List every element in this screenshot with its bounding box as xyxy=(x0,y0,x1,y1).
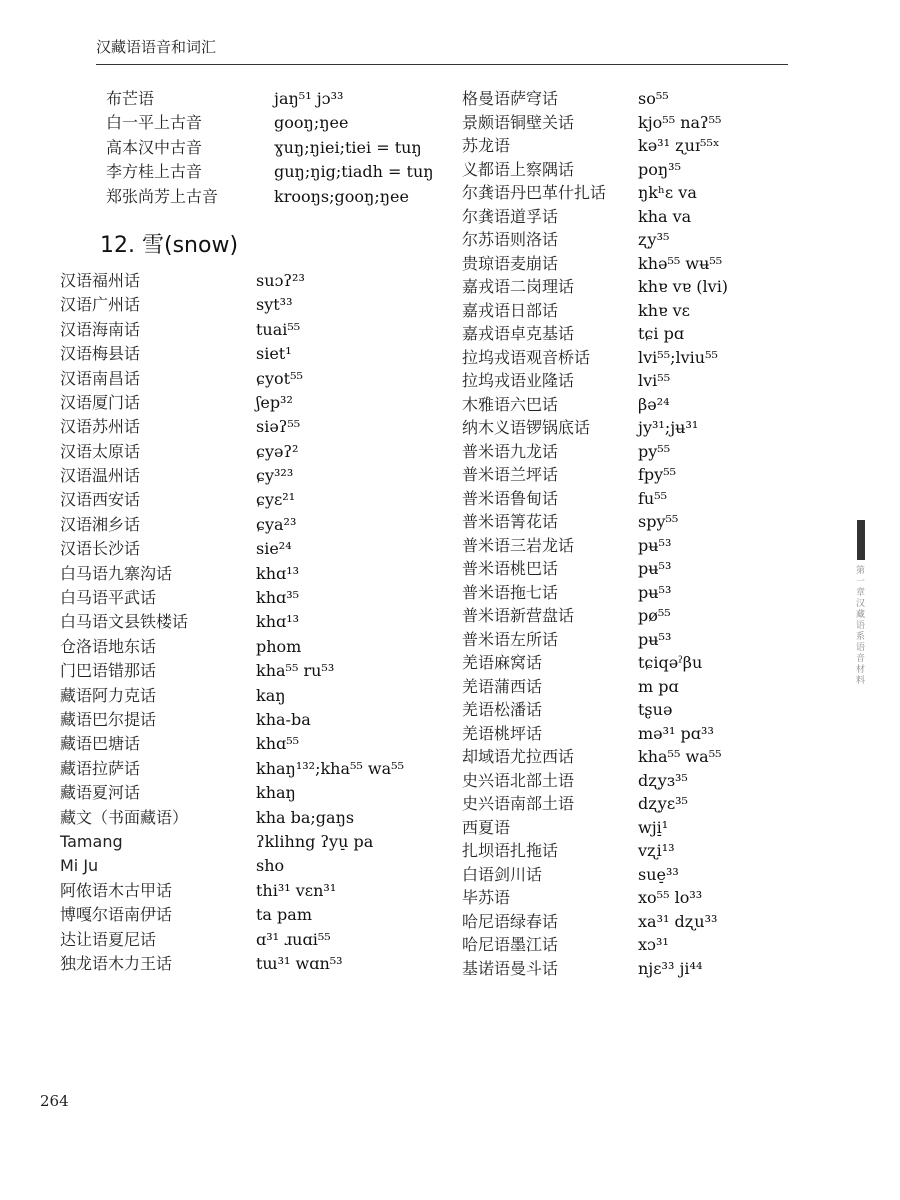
word-form: khɑ⁵⁵ xyxy=(256,734,300,754)
entry-row xyxy=(462,370,792,394)
language-name: 苏龙语 xyxy=(462,136,511,155)
language-name: 普米语桃巴话 xyxy=(462,559,559,578)
entry-row xyxy=(462,441,792,465)
entry-row xyxy=(462,770,792,794)
entry-row xyxy=(462,535,792,559)
entry-row xyxy=(60,929,450,953)
word-form: siet¹ xyxy=(256,344,292,364)
language-name: 藏语拉萨话 xyxy=(60,758,141,778)
language-name: 高本汉中古音 xyxy=(106,137,203,157)
word-form: thi³¹ vɛn³¹ xyxy=(256,880,337,900)
entry-row xyxy=(60,611,450,635)
language-name: 独龙语木力王话 xyxy=(60,953,173,973)
language-name: 拉坞戎语业隆话 xyxy=(462,371,575,390)
language-name: 普米语拖七话 xyxy=(462,582,559,602)
header-rule xyxy=(96,64,788,65)
entry-row xyxy=(462,253,792,277)
entry-row xyxy=(60,319,450,343)
entry-row xyxy=(60,538,450,562)
entry-row xyxy=(60,953,450,977)
edge-thumb-mark xyxy=(857,520,865,560)
language-name: 汉语苏州话 xyxy=(60,417,141,437)
language-name: 藏语夏河话 xyxy=(60,783,141,803)
word-form: py⁵⁵ xyxy=(638,441,671,461)
entry-row xyxy=(462,699,792,723)
word-form: sie²⁴ xyxy=(256,539,292,559)
entry-row xyxy=(60,709,450,733)
word-form: poŋ³⁵ xyxy=(638,159,682,179)
language-name: 尔龚语丹巴革什扎话 xyxy=(462,183,607,202)
language-name: 普米语新营盘话 xyxy=(462,606,575,625)
word-form: pʉ⁵³ xyxy=(638,582,672,602)
language-name: 汉语温州话 xyxy=(60,466,141,486)
word-form: kha ba;gaŋs xyxy=(256,807,355,827)
word-form: khə⁵⁵ wʉ⁵⁵ xyxy=(638,253,723,273)
language-name: 义都语上察隅话 xyxy=(462,159,575,179)
language-name: 普米语鲁甸话 xyxy=(462,488,559,508)
language-name: 嘉戎语二岗理话 xyxy=(462,277,575,296)
edge-thumb-text: 第一章 汉藏语系语音材料 xyxy=(856,566,866,686)
entry-row xyxy=(60,270,450,294)
language-name: 白马语文县铁楼话 xyxy=(60,612,189,632)
word-form: tʂuə xyxy=(638,700,673,719)
entry-row xyxy=(60,465,450,489)
language-name: 汉语南昌话 xyxy=(60,368,141,388)
entry-row xyxy=(60,343,450,367)
word-form: so⁵⁵ xyxy=(638,89,669,108)
word-form: jy³¹;jʉ³¹ xyxy=(638,418,699,437)
word-form: kha-ba xyxy=(256,709,311,729)
entry-row xyxy=(60,161,450,185)
language-name: 白语剑川话 xyxy=(462,864,543,884)
entry-row xyxy=(60,587,450,611)
entry-row xyxy=(462,488,792,512)
language-name: 汉语湘乡话 xyxy=(60,514,141,534)
word-form: khɑ³⁵ xyxy=(256,588,300,608)
word-form: kha va xyxy=(638,206,692,226)
entry-row xyxy=(462,558,792,582)
entry-row xyxy=(60,137,450,161)
language-name: 布芒语 xyxy=(106,89,155,108)
word-form: njɛ³³ ji⁴⁴ xyxy=(638,958,703,978)
word-form: pø⁵⁵ xyxy=(638,606,671,625)
entry-row xyxy=(462,793,792,817)
entry-row xyxy=(60,904,450,928)
entry-row xyxy=(462,934,792,958)
word-form: sho xyxy=(256,856,285,876)
entry-row xyxy=(60,392,450,416)
entry-row xyxy=(60,88,450,112)
entry-row xyxy=(60,660,450,684)
word-form: ɣuŋ;ŋiei;tiei = tuŋ xyxy=(274,137,422,157)
language-name: 阿侬语木古甲话 xyxy=(60,880,173,900)
running-head: 汉藏语语音和词汇 xyxy=(96,38,217,56)
word-form: sue̠³³ xyxy=(638,864,679,884)
word-form: tɕiqəˀβu xyxy=(638,653,703,672)
entry-row xyxy=(60,831,450,855)
section-gap xyxy=(60,210,450,222)
language-name: 汉语广州话 xyxy=(60,295,141,315)
word-form: xɔ³¹ xyxy=(638,935,669,954)
language-name: 白一平上古音 xyxy=(106,113,203,133)
word-form: xo⁵⁵ lo³³ xyxy=(638,888,703,907)
language-name: Mi Ju xyxy=(60,856,99,876)
section-title: 雪(snow) xyxy=(142,232,239,258)
entry-row xyxy=(60,880,450,904)
language-name: 郑张尚芳上古音 xyxy=(106,186,219,206)
language-name: 嘉戎语卓克基话 xyxy=(462,324,575,343)
word-form: ʃep³² xyxy=(256,392,293,412)
language-name: 木雅语六巴话 xyxy=(462,394,559,414)
word-form: ɕya²³ xyxy=(256,514,297,534)
word-form: krooŋs;gooŋ;ŋee xyxy=(274,186,409,206)
language-name: 羌语蒲西话 xyxy=(462,676,543,696)
page-number: 264 xyxy=(40,1092,69,1110)
entry-row xyxy=(462,887,792,911)
word-form: phom xyxy=(256,636,302,656)
top-entry-list xyxy=(60,88,450,210)
language-name: 汉语厦门话 xyxy=(60,392,141,412)
entry-row xyxy=(60,186,450,210)
word-form: dʐyɜ³⁵ xyxy=(638,770,688,790)
left-column xyxy=(60,88,450,977)
word-form: ɕy³²³ xyxy=(256,466,294,486)
word-form: ɕyəʔ² xyxy=(256,441,299,461)
word-form: suɔʔ²³ xyxy=(256,270,305,290)
entry-row xyxy=(462,159,792,183)
language-name: 汉语梅县话 xyxy=(60,344,141,364)
word-form: kjo⁵⁵ naʔ⁵⁵ xyxy=(638,112,722,132)
language-name: 普米语九龙话 xyxy=(462,441,559,461)
word-form: khaŋ¹³²;kha⁵⁵ wa⁵⁵ xyxy=(256,758,404,778)
language-name: 景颇语铜壁关话 xyxy=(462,112,575,132)
language-name: 门巴语错那话 xyxy=(60,661,157,681)
entry-row xyxy=(462,88,792,112)
word-form: khaŋ xyxy=(256,783,296,803)
word-form: kaŋ xyxy=(256,685,286,705)
word-form: lvi⁵⁵;lviu⁵⁵ xyxy=(638,347,718,367)
word-form: ta pam xyxy=(256,905,313,925)
word-form: gooŋ;ŋee xyxy=(274,113,349,133)
language-name: 藏文（书面藏语） xyxy=(60,807,189,827)
entry-row xyxy=(462,347,792,371)
entry-row xyxy=(60,758,450,782)
language-name: 格曼语萨穹话 xyxy=(462,89,559,108)
word-form: βə²⁴ xyxy=(638,394,670,414)
language-name: 汉语福州话 xyxy=(60,270,141,290)
entry-row xyxy=(462,746,792,770)
entry-row xyxy=(462,229,792,253)
word-form: syt³³ xyxy=(256,295,293,315)
entry-row xyxy=(60,489,450,513)
entry-row xyxy=(462,135,792,159)
entry-row xyxy=(60,807,450,831)
right-entry-list xyxy=(462,88,792,981)
language-name: 基诺语曼斗话 xyxy=(462,958,559,978)
entry-row xyxy=(462,958,792,982)
word-form: pʉ⁵³ xyxy=(638,629,672,649)
language-name: 李方桂上古音 xyxy=(106,162,203,182)
entry-row xyxy=(60,563,450,587)
language-name: 却域语尤拉西话 xyxy=(462,747,575,766)
word-form: pʉ⁵³ xyxy=(638,559,672,578)
word-form: ʔklihng ʔyu̠ pa xyxy=(256,831,374,851)
entry-row xyxy=(60,855,450,879)
word-form: m pɑ xyxy=(638,676,679,696)
language-name: 白马语九寨沟话 xyxy=(60,563,173,583)
language-name: 白马语平武话 xyxy=(60,588,157,608)
language-name: 达让语夏尼话 xyxy=(60,929,157,949)
word-form: dʐyɛ³⁵ xyxy=(638,794,688,813)
word-form: fpy⁵⁵ xyxy=(638,465,677,484)
entry-row xyxy=(60,514,450,538)
language-name: 毕苏语 xyxy=(462,888,511,907)
word-form: guŋ;ŋig;tiadh = tuŋ xyxy=(274,162,434,182)
entry-row xyxy=(462,394,792,418)
language-name: 羌语松潘话 xyxy=(462,700,543,719)
language-name: 嘉戎语日部话 xyxy=(462,300,559,320)
entry-row xyxy=(60,685,450,709)
word-form: tɯ³¹ wɑn⁵³ xyxy=(256,953,343,973)
entry-row xyxy=(60,368,450,392)
right-column xyxy=(462,88,792,981)
left-entry-list xyxy=(60,270,450,977)
section-number: 12. xyxy=(100,232,135,258)
entry-row xyxy=(60,733,450,757)
language-name: 汉语长沙话 xyxy=(60,539,141,559)
word-form: ɑ³¹ ɹuɑi⁵⁵ xyxy=(256,929,331,949)
language-name: 西夏语 xyxy=(462,817,511,837)
entry-row xyxy=(462,300,792,324)
entry-row xyxy=(462,817,792,841)
language-name: 哈尼语绿春话 xyxy=(462,911,559,931)
language-name: 羌语桃坪话 xyxy=(462,723,543,743)
language-name: 哈尼语墨江话 xyxy=(462,935,559,954)
entry-row xyxy=(462,652,792,676)
word-form: lvi⁵⁵ xyxy=(638,371,671,390)
word-form: wji̠¹ xyxy=(638,817,669,837)
word-form: xa³¹ dʐu³³ xyxy=(638,911,718,931)
language-name: 拉坞戎语观音桥话 xyxy=(462,347,591,367)
entry-row xyxy=(60,441,450,465)
language-name: 汉语西安话 xyxy=(60,490,141,510)
language-name: 普米语三岩龙话 xyxy=(462,535,575,555)
word-form: khɑ¹³ xyxy=(256,612,300,632)
word-form: khɐ vɛ xyxy=(638,300,690,320)
entry-row xyxy=(462,676,792,700)
language-name: 尔苏语则洛话 xyxy=(462,230,559,249)
word-form: ŋkʰɛ va xyxy=(638,183,697,202)
language-name: 史兴语北部土语 xyxy=(462,770,575,790)
language-name: 普米语箐花话 xyxy=(462,512,559,531)
entry-row xyxy=(60,416,450,440)
entry-row xyxy=(462,276,792,300)
language-name: 汉语海南话 xyxy=(60,319,141,339)
entry-row xyxy=(462,911,792,935)
word-form: khɑ¹³ xyxy=(256,563,300,583)
language-name: 藏语巴尔提话 xyxy=(60,709,157,729)
entry-row xyxy=(462,511,792,535)
entry-row xyxy=(60,782,450,806)
language-name: 仓洛语地东话 xyxy=(60,636,157,656)
word-form: vʐi¹³ xyxy=(638,841,675,860)
entry-row xyxy=(60,112,450,136)
word-form: ʐy³⁵ xyxy=(638,230,670,249)
word-form: ɕyot⁵⁵ xyxy=(256,368,303,388)
language-name: 汉语太原话 xyxy=(60,441,141,461)
word-form: tuai⁵⁵ xyxy=(256,319,301,339)
word-form: kə³¹ ʐuɪ⁵⁵ˣ xyxy=(638,136,720,155)
word-form: pʉ⁵³ xyxy=(638,535,672,555)
word-form: siəʔ⁵⁵ xyxy=(256,417,301,437)
word-form: kha⁵⁵ ru⁵³ xyxy=(256,661,335,681)
language-name: 史兴语南部土语 xyxy=(462,794,575,813)
language-name: 贵琼语麦崩话 xyxy=(462,253,559,273)
entry-row xyxy=(462,182,792,206)
entry-row xyxy=(462,723,792,747)
language-name: 羌语麻窝话 xyxy=(462,653,543,672)
language-name: Tamang xyxy=(60,831,123,851)
word-form: kha⁵⁵ wa⁵⁵ xyxy=(638,747,722,766)
entry-row xyxy=(462,605,792,629)
entry-row xyxy=(462,464,792,488)
entry-row xyxy=(60,294,450,318)
entry-row xyxy=(60,636,450,660)
word-form: khɐ vɐ (lvi) xyxy=(638,277,729,296)
word-form: ɕyɛ²¹ xyxy=(256,490,296,510)
language-name: 尔龚语道孚话 xyxy=(462,206,559,226)
entry-row xyxy=(462,629,792,653)
entry-row xyxy=(462,864,792,888)
entry-row xyxy=(462,840,792,864)
word-form: spy⁵⁵ xyxy=(638,512,679,531)
language-name: 藏语阿力克话 xyxy=(60,685,157,705)
language-name: 扎坝语扎拖话 xyxy=(462,841,559,860)
entry-row xyxy=(462,112,792,136)
word-form: fu⁵⁵ xyxy=(638,488,668,508)
entry-row xyxy=(462,417,792,441)
word-form: jaŋ⁵¹ jɔ³³ xyxy=(274,89,344,108)
word-form: mə³¹ pɑ³³ xyxy=(638,723,714,743)
entry-row xyxy=(462,582,792,606)
word-form: tɕi pɑ xyxy=(638,324,685,343)
language-name: 博嘎尔语南伊话 xyxy=(60,905,173,925)
entry-row xyxy=(462,206,792,230)
language-name: 纳木义语锣锅底话 xyxy=(462,418,591,437)
language-name: 普米语兰坪话 xyxy=(462,465,559,484)
section-heading xyxy=(60,222,450,270)
language-name: 普米语左所话 xyxy=(462,629,559,649)
entry-row xyxy=(462,323,792,347)
language-name: 藏语巴塘话 xyxy=(60,734,141,754)
